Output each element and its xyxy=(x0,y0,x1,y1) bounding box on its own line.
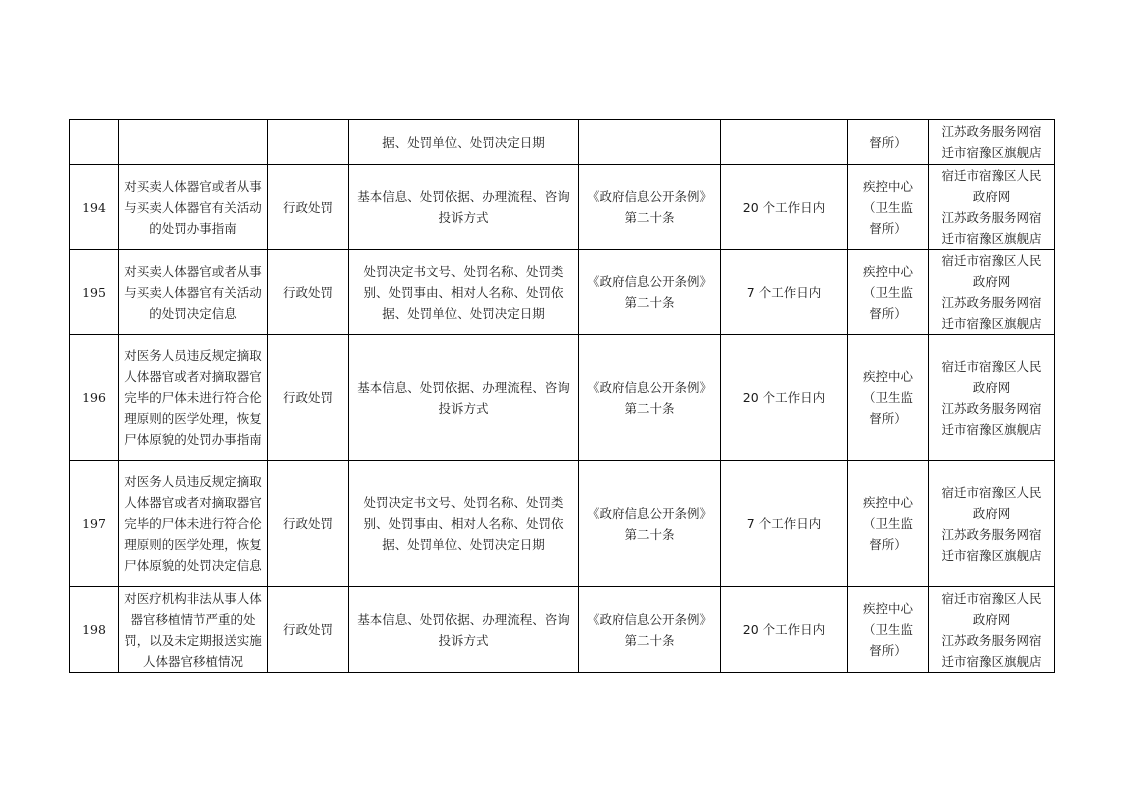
cell-item: 对买卖人体器官或者从事与买卖人体器官有关活动的处罚办事指南 xyxy=(119,165,268,250)
cell-basis: 《政府信息公开条例》第二十条 xyxy=(579,165,721,250)
cell-content: 基本信息、处罚依据、办理流程、咨询投诉方式 xyxy=(349,587,579,673)
table-row xyxy=(70,250,1055,335)
cell-subject-line: 督所） xyxy=(869,220,907,236)
cell-item: 对买卖人体器官或者从事与买卖人体器官有关活动的处罚决定信息 xyxy=(119,250,268,335)
cell-content: 基本信息、处罚依据、办理流程、咨询投诉方式 xyxy=(349,335,579,461)
cell-content: 处罚决定书文号、处罚名称、处罚类别、处罚事由、相对人名称、处罚依据、处罚单位、处罚决定日期 xyxy=(349,250,579,335)
cell-channel-line: 宿迁市宿豫区人民 xyxy=(941,253,1042,268)
cell-subject-line: 督所） xyxy=(869,305,907,321)
cell-channel-line: 宿迁市宿豫区人民 xyxy=(941,484,1042,500)
cell-subject xyxy=(848,335,929,461)
cell-number: 196 xyxy=(70,335,119,461)
cell-category: 行政处罚 xyxy=(268,587,349,673)
cell-channel-line: 迁市宿豫区旗舰店 xyxy=(941,653,1042,669)
cell-basis: 《政府信息公开条例》第二十条 xyxy=(579,250,721,335)
cell-subject-line: 疾控中心 xyxy=(862,369,913,384)
cell-channel-line: 江苏政务服务网宿 xyxy=(941,210,1042,225)
cell-channel xyxy=(929,461,1055,587)
cell-channel-line: 宿迁市宿豫区人民 xyxy=(941,168,1042,183)
cell-channel-line: 江苏政务服务网宿 xyxy=(941,400,1042,416)
cell-number: 198 xyxy=(70,587,119,673)
cell-channel-line: 政府网 xyxy=(972,611,1011,627)
cell-channel-line: 迁市宿豫区旗舰店 xyxy=(941,316,1042,331)
cell-subject xyxy=(848,250,929,335)
cell-subject-line: 疾控中心 xyxy=(862,263,913,279)
cell-basis xyxy=(579,120,721,165)
cell-basis: 《政府信息公开条例》第二十条 xyxy=(579,461,721,587)
cell-number xyxy=(70,120,119,165)
cell-time-limit: 20 个工作日内 xyxy=(721,335,848,461)
cell-subject-line: （卫生监 xyxy=(862,390,913,405)
cell-channel xyxy=(929,587,1055,673)
cell-channel-line: 迁市宿豫区旗舰店 xyxy=(941,421,1042,437)
cell-subject-line: 督所） xyxy=(869,537,907,552)
table-row xyxy=(70,587,1055,673)
cell-subject: 督所） xyxy=(848,120,929,165)
table-row-continuation xyxy=(70,120,1055,165)
cell-category: 行政处罚 xyxy=(268,165,349,250)
cell-content: 处罚决定书文号、处罚名称、处罚类别、处罚事由、相对人名称、处罚依据、处罚单位、处罚决定日期 xyxy=(349,461,579,587)
disclosure-table xyxy=(69,119,1055,673)
cell-time-limit: 7 个工作日内 xyxy=(721,250,848,335)
cell-channel-line: 迁市宿豫区旗舰店 xyxy=(941,547,1042,563)
cell-content: 据、处罚单位、处罚决定日期 xyxy=(349,120,579,165)
cell-basis: 《政府信息公开条例》第二十条 xyxy=(579,587,721,673)
cell-subject-line: 督所） xyxy=(869,411,907,426)
cell-channel-line: 江苏政务服务网宿 xyxy=(941,295,1042,310)
cell-subject-line: （卫生监 xyxy=(862,284,913,300)
cell-channel xyxy=(929,250,1055,335)
cell-time-limit: 20 个工作日内 xyxy=(721,587,848,673)
cell-basis: 《政府信息公开条例》第二十条 xyxy=(579,335,721,461)
cell-subject xyxy=(848,461,929,587)
cell-subject-line: （卫生监 xyxy=(862,199,913,215)
cell-channel-line: 宿迁市宿豫区人民 xyxy=(941,358,1042,374)
cell-category: 行政处罚 xyxy=(268,461,349,587)
cell-item: 对医务人员违反规定摘取人体器官或者对摘取器官完毕的尸体未进行符合伦理原则的医学处理，恢复尸体原貌的处罚办事指南 xyxy=(119,335,268,461)
cell-subject-line: 督所） xyxy=(869,643,907,658)
cell-time-limit: 7 个工作日内 xyxy=(721,461,848,587)
cell-subject-line: 疾控中心 xyxy=(862,495,913,510)
cell-number: 197 xyxy=(70,461,119,587)
cell-subject-line: 疾控中心 xyxy=(862,601,913,616)
cell-channel-line: 宿迁市宿豫区人民 xyxy=(941,590,1042,606)
cell-channel-line: 政府网 xyxy=(972,379,1011,395)
cell-category xyxy=(268,120,349,165)
table-row xyxy=(70,165,1055,250)
cell-subject xyxy=(848,165,929,250)
cell-channel-line: 政府网 xyxy=(972,189,1011,204)
cell-time-limit: 20 个工作日内 xyxy=(721,165,848,250)
cell-item xyxy=(119,120,268,165)
cell-time-limit xyxy=(721,120,848,165)
cell-item: 对医疗机构非法从事人体器官移植情节严重的处罚，以及未定期报送实施人体器官移植情况 xyxy=(119,587,268,673)
cell-channel-line: 江苏政务服务网宿 xyxy=(941,632,1042,648)
cell-channel-line: 政府网 xyxy=(972,274,1011,289)
cell-item: 对医务人员违反规定摘取人体器官或者对摘取器官完毕的尸体未进行符合伦理原则的医学处理，恢复尸体原貌的处罚决定信息 xyxy=(119,461,268,587)
cell-channel-line: 政府网 xyxy=(972,505,1011,521)
cell-content: 基本信息、处罚依据、办理流程、咨询投诉方式 xyxy=(349,165,579,250)
table-row xyxy=(70,335,1055,461)
cell-subject xyxy=(848,587,929,673)
cell-channel-line: 江苏政务服务网宿 xyxy=(941,526,1042,542)
cell-channel-line: 迁市宿豫区旗舰店 xyxy=(941,231,1042,246)
cell-subject-line: （卫生监 xyxy=(862,516,913,531)
cell-category: 行政处罚 xyxy=(268,335,349,461)
cell-channel xyxy=(929,165,1055,250)
cell-number: 194 xyxy=(70,165,119,250)
table-row xyxy=(70,461,1055,587)
cell-number: 195 xyxy=(70,250,119,335)
cell-channel: 江苏政务服务网宿 迁市宿豫区旗舰店 xyxy=(929,120,1055,165)
cell-category: 行政处罚 xyxy=(268,250,349,335)
cell-channel xyxy=(929,335,1055,461)
cell-subject-line: 疾控中心 xyxy=(862,178,913,194)
cell-subject-line: （卫生监 xyxy=(862,622,913,637)
table-body xyxy=(70,120,1055,673)
